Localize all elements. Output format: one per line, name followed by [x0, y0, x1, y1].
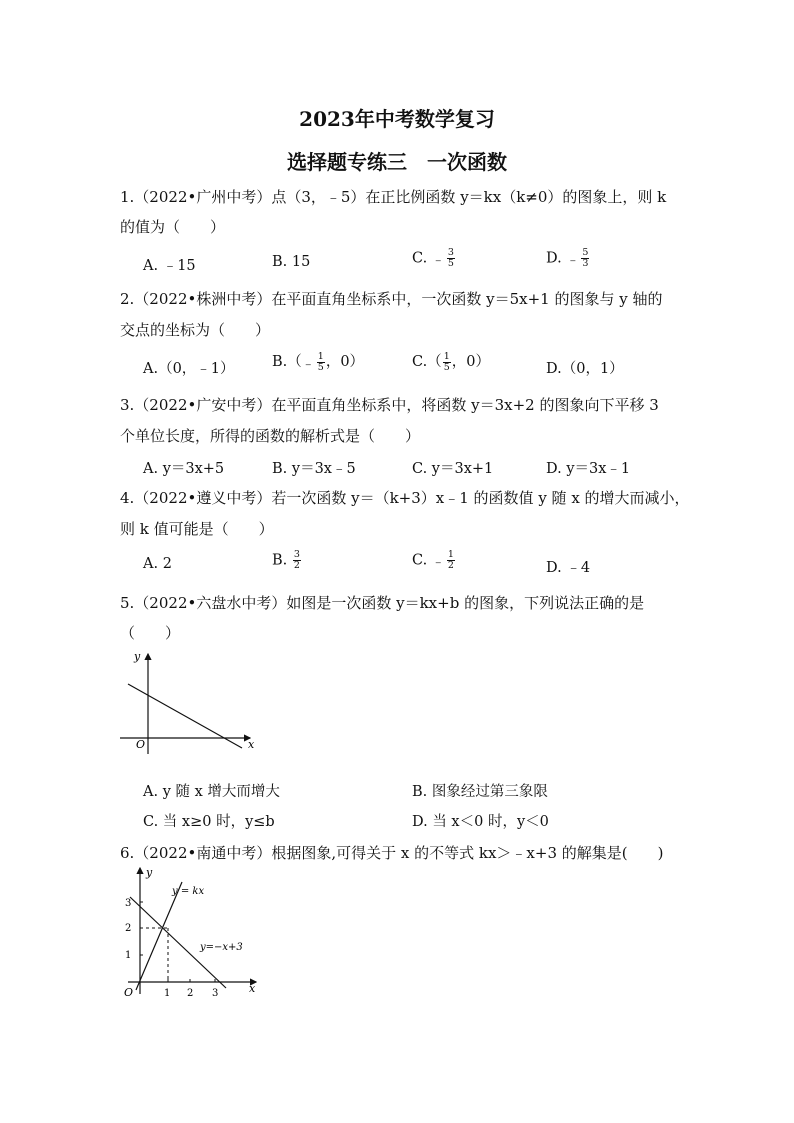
question-3-option-a[interactable]: A. y＝3x+5: [143, 461, 225, 477]
question-1-text: 1.（2022•广州中考）点（3，﹣5）在正比例函数 y＝kx（k≠0）的图象上，则 k: [120, 188, 667, 206]
question-1-option-b[interactable]: B. 15: [272, 254, 311, 270]
question-1-option-d[interactable]: D. ﹣ $\frac{5}{3}$: [546, 247, 589, 269]
question-5-text: 5.（2022•六盘水中考）如图是一次函数 y＝kx+b 的图象，下列说法正确的是: [120, 594, 645, 612]
question-1-text-cont: 的值为（ ）: [120, 218, 226, 236]
question-1-option-a[interactable]: A. ﹣15: [143, 258, 196, 274]
question-2-text: 2.（2022•株洲中考）在平面直角坐标系中，一次函数 y＝5x+1 的图象与 y 轴的: [120, 290, 663, 308]
question-6-graph: [118, 866, 268, 1006]
question-5-text-cont: （ ）: [120, 624, 181, 642]
question-2-option-a[interactable]: A.（0，﹣1）: [143, 361, 235, 377]
x-tick-label-2: 2: [187, 988, 194, 999]
question-5-option-d[interactable]: D. 当 x＜0 时，y＜0: [412, 814, 549, 830]
x-tick-label-3: 3: [212, 988, 219, 999]
x-axis-label: x: [249, 982, 256, 995]
line-1-label: y = kx: [172, 886, 205, 897]
page-subtitle: 选择题专练三 一次函数: [287, 150, 507, 174]
page-title: 2023年中考数学复习: [299, 107, 495, 131]
question-5-graph: [118, 648, 268, 758]
fraction: $\frac{1}{5}$: [317, 350, 324, 373]
y-axis-label: y: [134, 650, 141, 663]
origin-label: O: [124, 986, 134, 999]
y-axis-label: y: [146, 866, 153, 879]
line-y-kx: [136, 882, 182, 990]
fraction: $\frac{3}{5}$: [447, 247, 454, 269]
question-5-option-b[interactable]: B. 图象经过第三象限: [412, 784, 548, 800]
question-4-option-a[interactable]: A. 2: [143, 556, 172, 572]
question-4-text-cont: 则 k 值可能是（ ）: [120, 520, 274, 538]
question-2-text-cont: 交点的坐标为（ ）: [120, 321, 271, 339]
question-5-option-a[interactable]: A. y 随 x 增大而增大: [143, 784, 280, 800]
question-3-text-cont: 个单位长度，所得的函数的解析式是（ ）: [120, 427, 421, 445]
x-axis-label: x: [248, 738, 255, 751]
origin-label: O: [136, 738, 146, 751]
question-1-option-c[interactable]: C. ﹣ $\frac{3}{5}$: [412, 247, 454, 269]
question-5-option-c[interactable]: C. 当 x≥0 时，y≤b: [143, 814, 275, 830]
line-2-label: y=−x+3: [200, 942, 243, 953]
question-2-option-b[interactable]: B.（﹣ $\frac{1}{5}$ ，0）: [272, 350, 365, 373]
question-6-text: 6.（2022•南通中考）根据图象,可得关于 x 的不等式 kx＞﹣x+3 的解集是( ): [120, 844, 664, 862]
question-3-option-c[interactable]: C. y＝3x+1: [412, 461, 494, 477]
question-3-option-d[interactable]: D. y＝3x﹣1: [546, 461, 631, 477]
question-2-option-c[interactable]: C.（ $\frac{1}{5}$ ，0）: [412, 350, 490, 373]
y-tick-label-3: 3: [125, 898, 132, 909]
question-4-text: 4.（2022•遵义中考）若一次函数 y＝（k+3）x﹣1 的函数值 y 随 x 的增大而减小，: [120, 489, 690, 507]
y-tick-label-2: 2: [125, 923, 132, 934]
fraction: $\frac{1}{2}$: [447, 549, 454, 571]
y-tick-label-1: 1: [125, 950, 132, 961]
question-4-option-c[interactable]: C. ﹣ $\frac{1}{2}$: [412, 549, 454, 571]
question-2-option-d[interactable]: D.（0，1）: [546, 361, 624, 377]
fraction: $\frac{5}{3}$: [582, 247, 589, 269]
question-3-option-b[interactable]: B. y＝3x﹣5: [272, 461, 356, 477]
x-tick-label-1: 1: [164, 988, 171, 999]
question-3-text: 3.（2022•广安中考）在平面直角坐标系中，将函数 y＝3x+2 的图象向下平移 3: [120, 396, 659, 414]
fraction: $\frac{1}{5}$: [443, 350, 450, 373]
fraction: $\frac{3}{2}$: [293, 549, 300, 571]
question-4-option-d[interactable]: D. ﹣4: [546, 560, 591, 576]
question-4-option-b[interactable]: B. $\frac{3}{2}$: [272, 549, 300, 571]
